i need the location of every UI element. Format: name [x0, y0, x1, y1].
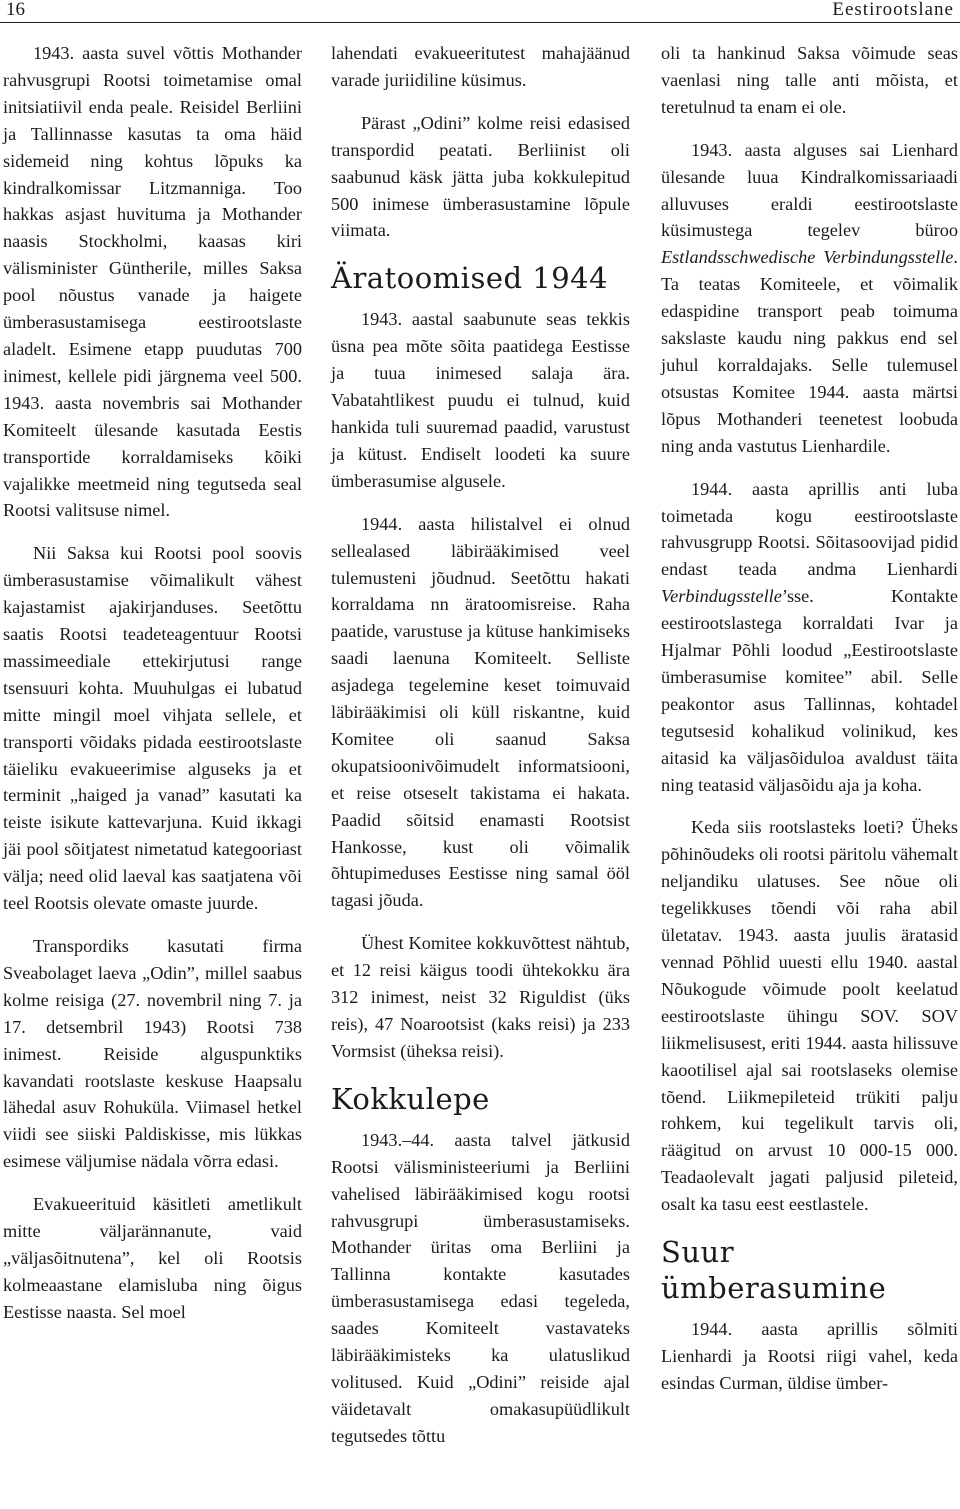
section-heading-aratoomised: Äratoomised 1944 [331, 261, 609, 296]
paragraph: 1943. aastal saabunute seas tekkis üsna pea mõte sõita paatidega Eestisse ja tuua inimesed salaja ära. Vabatahtlikest puudu ei tulnud, kuid hankida tuli suuremad paadid, varustust ja kütust. Endiselt loodeti ka suure ümberasumise algusele. [331, 309, 630, 491]
column-3 [661, 40, 958, 1509]
column-2 [331, 40, 630, 1509]
page-header [0, 0, 960, 24]
paragraph: Pärast „Odini” kolme reisi edasised transpordid peatati. Berliinist oli saabunud käsk jätta juba kokkulepitud 500 inimese ümberasustamine lõpule viimata. [331, 112, 630, 241]
paragraph: Evakueerituid käsitleti ametlikult mitte väljarännanute, vaid „väljasõitnutena”, kel oli Rootsis kolmeaastane elamisluba ning õigus Eestisse naasta. Sel moel [3, 1194, 302, 1322]
text-run: 1943. aasta alguses sai Lienhard ülesande luua Kindralkomissariaadi alluvuses eraldi eestirootslaste küsimustega tegelev büroo [661, 139, 958, 241]
column-1 [3, 40, 302, 1509]
section-heading-kokkulepe: Kokkulepe [331, 1081, 490, 1116]
paragraph: Transpordiks kasutati firma Sveabolaget laeva „Odin”, millel saabus kolme reisiga (27. novembril ning 7. ja 17. detsembril 1943) Rootsi 738 inimest. Reiside alguspunktiks kavandati rootslaste keskuse Haapsalu lähedal asuv Rohuküla. Viimasel hetkel viidi see siiski Paldiskisse, mis lükkas esimese väljumise nädala võrra edasi. [3, 936, 302, 1172]
paragraph: Ühest Komitee kokkuvõttest nähtub, et 12 reisi käigus toodi ühtekokku ära 312 inimest, neist 32 Riguldist (üks reis), 47 Noarootsist (kaks reisi) ja 233 Vormsist (üheksa reisi). [331, 933, 630, 1061]
text-run: . Ta teatas Komiteele, et võimalik edaspidine transport peab toimuma sakslaste kaudu ning pakkus end sel juhul korraldajaks. Selle tulemusel otsustas Komitee 1944. aasta märtsi lõpus Mothanderi teenetest loobuda ning anda vastutus Lienhardile. [661, 247, 958, 456]
paragraph: Keda siis rootslasteks loeti? Üheks põhinõudeks oli rootsi päritolu vähemalt neljandiku ulatuses. See nõue oli tegelikkuses tõendi või raha abil ületatav. 1943. aasta juulis äratasid vennad Põhlid uuesti ellu 1940. aastal Nõukogude võimude poolt keelatud eestirootslaste ühingu SOV. SOV liikmelisusest, eriti 1944. aasta hilissuve kaootilisel ajal sai rootslaseks olemise tõend. Liikmepileteid trükiti palju rohkem, kui tegelikult tarvis oli, räägitud on arvust 10 000-15 000. Teadaolevalt jagati paljusid pileteid, osalt ka tasu eest eestlastele. [661, 817, 958, 1215]
paragraph-aprill [661, 476, 958, 799]
paragraph: Nii Saksa kui Rootsi pool soovis ümberasustamise võimalikult vähest kajastamist ajakirjanduses. Seetõttu saatis Rootsi teadeteagentuur Rootsi massimeediale ettekirjutusi range tsensuuri kohta. Muuhulgas ei lubatud mitte mingil moel vihjata sellele, et transporti võidaks pidada eestirootslaste täieliku evakueerimise alguseks ja et terminit „haiged ja vanad” kasutati ka teiste isikute kattevarjuna. Kuid ikkagi jäi pool sõitjatest nimetatud kategooriast välja; need olid laeval kas saatjatena või teel Rootsis olevate omaste juurde. [3, 543, 302, 914]
paragraph: 1944. aasta aprillis sõlmiti Lienhardi ja Rootsi riigi vahel, keda esindas Curman, üldise ümber- [661, 1319, 958, 1393]
section-heading-suur: Suur ümberasumine [661, 1235, 887, 1306]
italic-term: Estlandsschwedische Verbindungsstelle [661, 247, 954, 268]
italic-term: Verbindugsstelle [661, 586, 782, 607]
text-run: 1944. aasta aprillis anti luba toimetada kogu eestirootslaste rahvusgrupp Rootsi. Sõitasoovijad pidid endast teada andma Lienhardi [661, 478, 958, 580]
paragraph: 1944. aasta hilistalvel ei olnud sellealased läbirääkimised veel tulemusteni jõudnud. Seetõttu hakati korraldama nn äratoomisreise. Raha paatide, varustuse ja kütuse hankimiseks saadi laenuna Komiteelt. Selliste asjadega tegelemine keset toimuvaid läbirääkimisi oli küll riskantne, kuid Komitee oli saanud Saksa okupatsioonivõimudelt informatsiooni, et reise otseselt takistama ei hakata. Paadid sõitsid enamasti Rootsist Hankosse, kust oli võimalik õhtupimeduses Eestisse ning samal ööl tagasi jõuda. [331, 513, 630, 911]
paragraph-lienhard [661, 137, 958, 460]
paragraph: 1943. aasta suvel võttis Mothander rahvusgrupi Rootsi toimetamise omal initsiatiivil enda peale. Reisidel Berliini ja Tallinnasse kasutas ta oma häid sidemeid ning kohtus lõpuks ka kindralkomissar Litzmanniga. Too hakkas asjast huvituma ja Mothander naasis Stockholmi, kaasas kiri välisminister Güntherile, milles Saksa pool nõustus vanade ja haigete ümberasustamisega eestirootslaste aladelt. Esimene etapp puudutas 700 inimest, kellele pidi järgnema veel 500. 1943. aasta novembris sai Mothander Komiteelt ülesande kasutada Eestis transportide korraldamiseks kõiki vajalikke meetmeid ning tegutseda seal Rootsi valitsuse nimel. [3, 43, 302, 521]
header-rule [0, 22, 960, 23]
paragraph-continued: lahendati evakueeritutest mahajäänud varade juriidiline küsimus. [331, 43, 630, 90]
page-number: 16 [6, 0, 25, 20]
running-title: Eestirootslane [832, 0, 954, 20]
text-run: ’sse. Kontakte eestirootslastega korraldati Ivar ja Hjalmar Põhli loodud „Eestirootslaste ümberasumise komitee” abil. Selle peakontor asus Tallinnas, kohtadel tegutsesid kohalikud volinikud, kes aitasid ka väljasõiduloa avaldust täita ning teatasid väljasõidu aja ja koha. [661, 586, 958, 795]
paragraph-continued: oli ta hankinud Saksa võimude seas vaenlasi ning talle anti mõista, et teretulnud ta enam ei ole. [661, 43, 958, 117]
paragraph: 1943.–44. aasta talvel jätkusid Rootsi välisministeeriumi ja Berliini vahelised läbirääkimised kogu rootsi rahvusgrupi ümberasustamiseks. Mothander üritas oma Berliini ja Tallinna kontakte kasutades ümberasustamisega edasi tegeleda, saades Komiteelt vastavateks läbirääkimisteks ka ulatuslikud volitused. Kuid „Odini” reiside ajal väidetavalt omakasupüüdlikult tegutsedes tõttu [331, 1129, 630, 1446]
